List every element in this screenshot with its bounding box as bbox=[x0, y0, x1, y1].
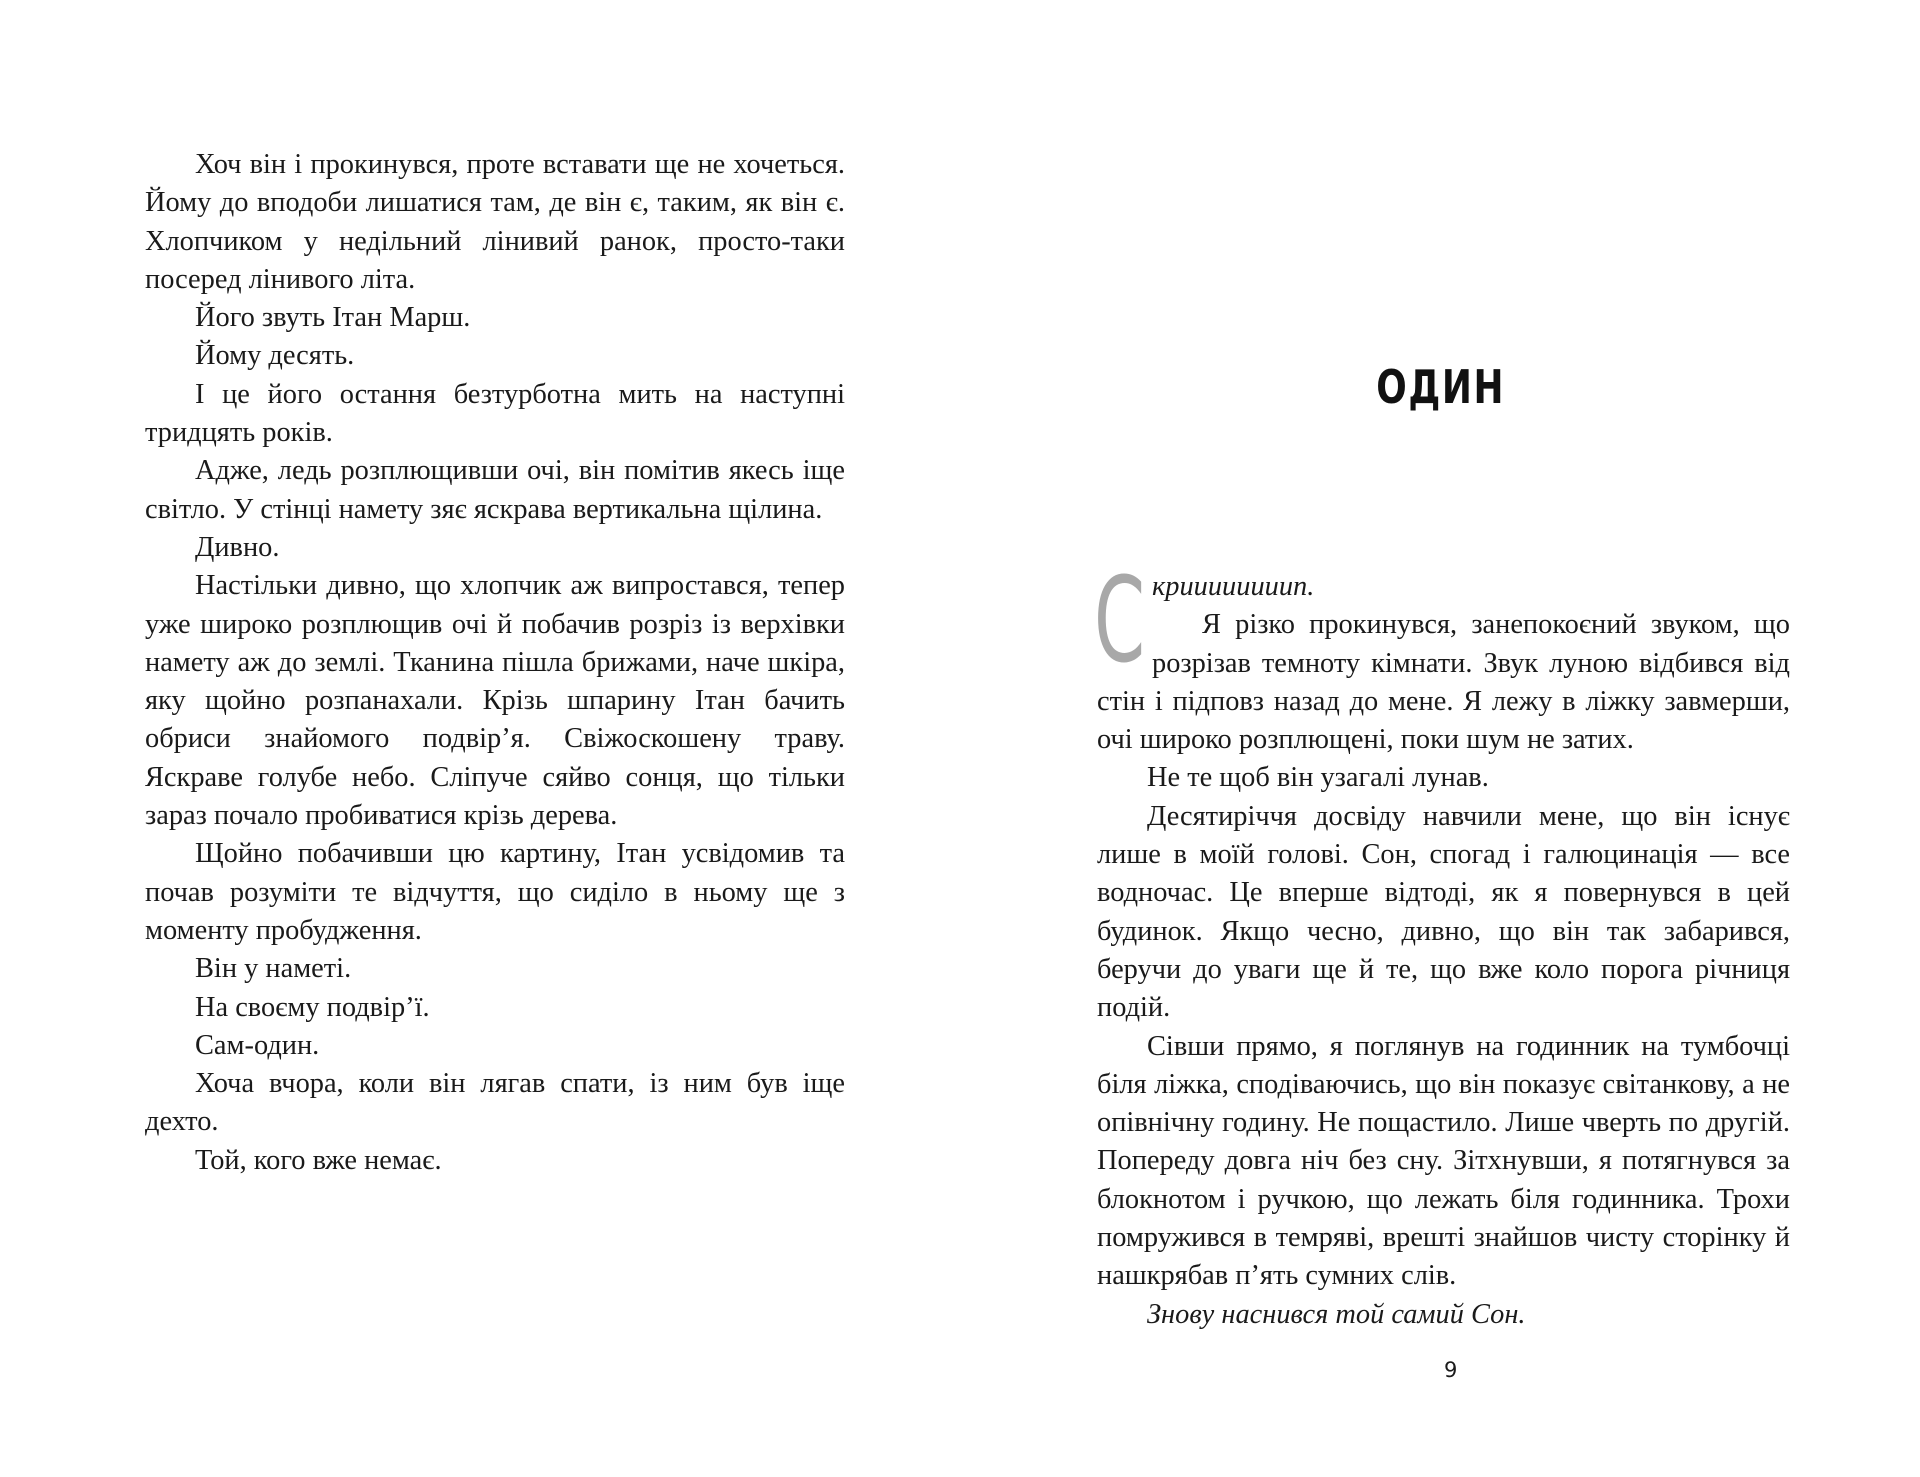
paragraph: Настільки дивно, що хлопчик аж випростався, тепер уже широко розплющив очі й побачив розріз із верхівки намету аж до землі. Тканина пішла брижами, наче шкіра, яку щойно розпанахали. Крізь шпарину Ітан бачить обриси знайомого подвір’я. Свіжоскошену траву. Яскраве голубе небо. Сліпуче сяйво сонця, що тільки зараз почало пробиватися крізь дерева. bbox=[145, 570, 845, 832]
chapter-title: ОДИН bbox=[1376, 360, 1506, 414]
paragraph: І це його остання безтурботна мить на наступні тридцять років. bbox=[145, 378, 845, 449]
paragraph: Йому десять. bbox=[195, 340, 355, 372]
left-page-text bbox=[145, 146, 845, 1180]
paragraph: Десятиріччя досвіду навчили мене, що він існує лише в моїй голові. Сон, спогад і галюцинація — все водночас. Це вперше відтоді, як я повернувся в цей будинок. Якщо чесно, дивно, що він так забарився, беручи до уваги ще й те, що вже коло порога річниця подій. bbox=[1097, 800, 1790, 1024]
paragraph: На своєму подвір’ї. bbox=[195, 991, 430, 1023]
paragraph: Його звуть Ітан Марш. bbox=[195, 302, 471, 334]
paragraph: Дивно. bbox=[195, 531, 280, 563]
right-page bbox=[960, 0, 1920, 1477]
paragraph: Хоч він і прокинувся, проте вставати ще не хочеться. Йому до вподоби лишатися там, де він є, таким, як він є. Хлопчиком у недільний лінивий ранок, просто-таки посеред лінивого літа. bbox=[145, 149, 845, 295]
paragraph: Він у наметі. bbox=[195, 953, 352, 985]
paragraph: Сам-один. bbox=[195, 1029, 320, 1061]
opening-word: криииииииип. bbox=[1152, 571, 1315, 602]
paragraph: Щойно побачивши цю картину, Ітан усвідомив та почав розуміти те відчуття, що сиділо в ньому ще з моменту пробудження. bbox=[145, 838, 845, 946]
right-page-text bbox=[1094, 551, 1790, 1334]
italic-line: Знову наснився той самий Сон. bbox=[1147, 1298, 1526, 1330]
page-number: 9 bbox=[1444, 1358, 1458, 1382]
paragraph: Той, кого вже немає. bbox=[195, 1144, 442, 1176]
paragraph: Сівши прямо, я поглянув на годинник на тумбочці біля ліжка, сподіваючись, що він показує світанкову, а не опівнічну годину. Не пощастило. Лише чверть по другій. Попереду довга ніч без сну. Зітхнувши, я потягнувся за блокнотом і ручкою, що лежать біля годинника. Трохи помружився в темряві, врешті знайшов чисту сторінку й нашкрябав п’ять сумних слів. bbox=[1097, 1030, 1790, 1292]
paragraph: Не те щоб він узагалі лунав. bbox=[1147, 762, 1489, 794]
paragraph: Хоча вчора, коли він лягав спати, із ним був іще дехто. bbox=[145, 1068, 845, 1138]
paragraph: Адже, ледь розплющивши очі, він помітив якесь іще світло. У стінці намету зяє яскрава вертикальна щілина. bbox=[145, 455, 845, 525]
paragraph: Я різко прокинувся, занепокоєний звуком, що розрізав темноту кімнати. Звук луною відбився від стін і підповз назад до мене. Я лежу в ліжку завмерши, очі широко розплющені, поки шум не затих. bbox=[1097, 609, 1790, 756]
drop-cap: С bbox=[1094, 551, 1146, 689]
